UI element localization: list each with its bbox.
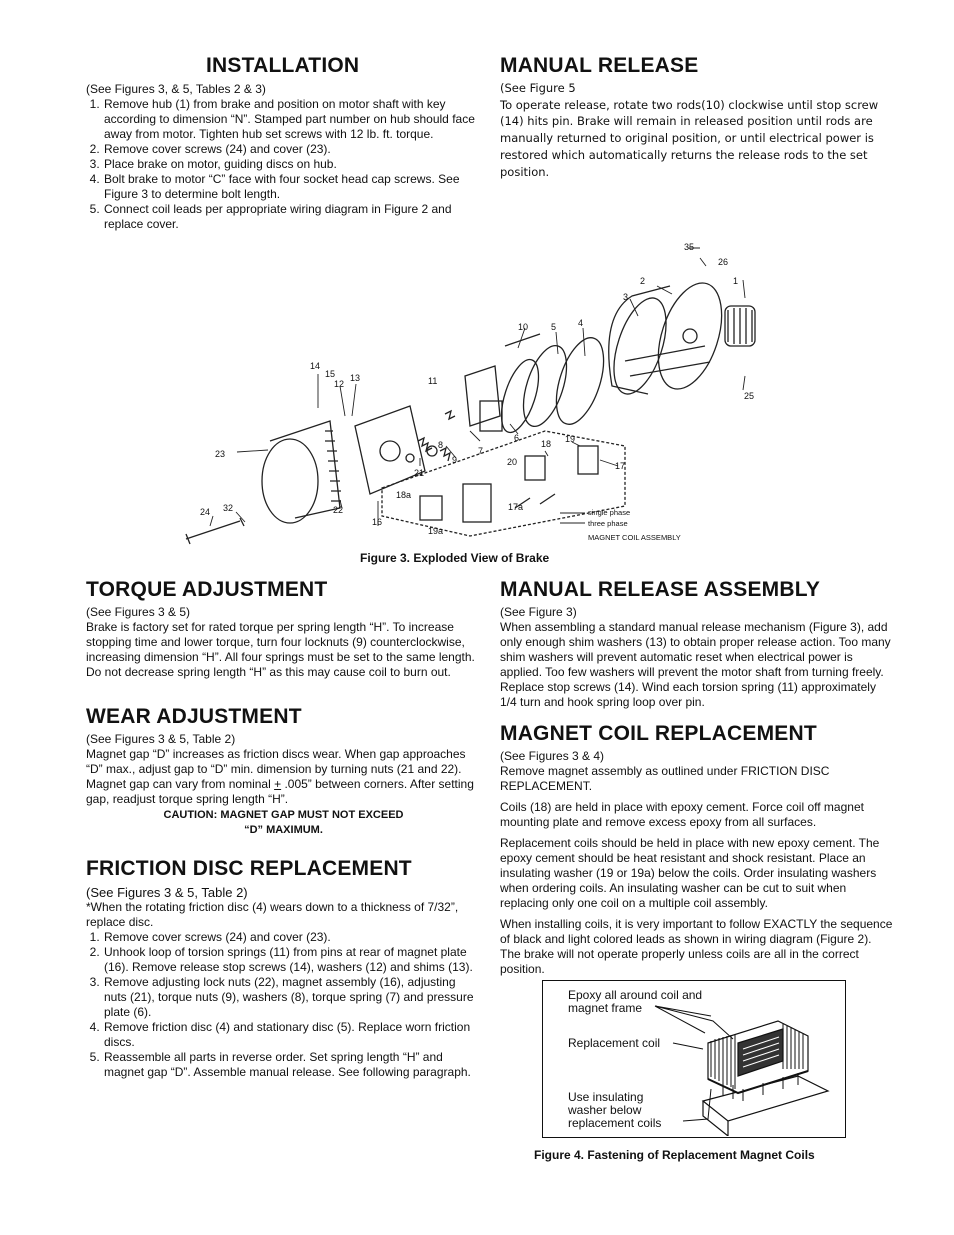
mra-title: MANUAL RELEASE ASSEMBLY [500,578,821,601]
fig3-legend: single phase [588,508,631,517]
cover-drawing [262,421,344,523]
release-rods [505,334,710,376]
mcr-p2: Coils (18) are held in place with epoxy cement. Force coil off magnet mounting plate and remove excess epoxy from all surfaces. [500,800,864,829]
fig3-label: 18 [541,439,552,449]
wear-caution: CAUTION: MAGNET GAP MUST NOT EXCEED [163,809,404,821]
fig3-label: 26 [718,257,729,267]
friction-step: 3. Remove adjusting lock nuts (22), magnet assembly (16), adjusting nuts (21), torque nuts (9), washers (8), torque spring (7) and pressure plate (6). [103,975,481,1020]
mcr-p1: Remove magnet assembly as outlined under FRICTION DISC REPLACEMENT. [500,764,830,793]
wear-text-a: Magnet gap “D” increases as friction discs wear. When gap approaches “D” max., adjust gap to “D” min. dimension by turning nuts (21 and 22). Magnet gap can vary from nominal [86,747,466,791]
manual-release-ref: (See Figure 5 [500,81,576,95]
fig4-label: magnet frame [568,1001,643,1015]
fig3-label: 6 [514,433,520,443]
fig4-label: Epoxy all around coil and [568,988,703,1002]
fig3-label: 1 [733,276,739,286]
mcr-section [500,722,895,977]
fig3-label: 24 [200,507,211,517]
disc-5 [515,340,575,431]
fig3-label: 22 [333,505,344,515]
plus-minus: + [274,777,282,791]
fig3-label: 7 [478,446,484,456]
screw-24 [186,518,244,544]
mra-ref: (See Figure 3) [500,605,577,619]
installation-section [86,54,481,232]
fig3-label: 10 [518,322,529,332]
fig3-label: 5 [551,322,557,332]
friction-step: 5. Reassemble all parts in reverse order. Set spring length “H” and magnet gap “D”. Assemble manual release. See following paragraph. [103,1050,481,1080]
fig4-label: washer below [568,1103,642,1117]
wear-title: WEAR ADJUSTMENT [86,705,302,728]
fig3-label: 12 [334,379,345,389]
fig3-label: 8 [438,440,444,450]
installation-title: INSTALLATION [206,54,360,77]
wear-section [86,705,481,838]
torque-ref: (See Figures 3 & 5) [86,605,191,619]
fig3-label: 3 [623,292,629,302]
fig3-label: 2 [640,276,646,286]
fig3-label: 17 [615,461,626,471]
figure3-caption: Figure 3. Exploded View of Brake [360,551,550,565]
friction-step: 1. Remove cover screws (24) and cover (23). [103,930,481,945]
fig3-label: 13 [350,373,361,383]
figure4-box [542,980,846,1138]
friction-step: 4. Remove friction disc (4) and stationary disc (5). Replace worn friction discs. [103,1020,481,1050]
installation-ref: (See Figures 3, & 5, Tables 2 & 3) [86,82,266,96]
installation-step: 1. Remove hub (1) from brake and position on motor shaft with key according to dimension “N”. Stamped part number on hub should face away from motor. Tighten hub set screws with 12 lb. ft. torque. [103,97,481,142]
fig4-label: Replacement coil [568,1036,661,1050]
coil-drawing [703,1021,828,1136]
mcr-p4: When installing coils, it is very important to follow EXACTLY the sequence of black and light colored leads as shown in wiring diagram (Figure 2). The brake will not operate properly unless coils are all in the correct position. [500,917,893,976]
exploded-view-figure [0,236,954,556]
installation-steps [86,97,481,232]
wear-text [86,747,481,807]
fig3-label: 17a [508,502,524,512]
manual-release-text: To operate release, rotate two rods(10) clockwise until stop screw (14) hits pin. Brake will remain in released position until rods are manually returned to original position, or until electrical power is restored which automatically returns the release rods to the set position. [500,97,879,179]
friction-steps [86,930,481,1080]
fig3-legend: three phase [588,519,628,528]
fig3-label: 20 [507,457,518,467]
fig3-label: 18a [396,490,412,500]
hub-drawing [725,306,755,346]
fig3-label: 9 [452,455,458,465]
installation-step: 4. Bolt brake to motor “C” face with four socket head cap screws. See Figure 3 to determine bolt length. [103,172,481,202]
fig3-label: 19a [428,526,444,536]
fig3-label: 4 [578,318,584,328]
fig3-label: 14 [310,361,321,371]
installation-step: 3. Place brake on motor, guiding discs on hub. [103,157,481,172]
fig3-label: 16 [372,517,383,527]
fig3-label: 19 [565,434,576,444]
fig3-label: 35 [684,242,695,252]
torque-text: Brake is factory set for rated torque per spring length “H”. To increase stopping time and lower torque, turn four locknuts (9) counterclockwise, increasing dimension “H”. All four springs must be set to the same length. Do not decrease spring length “H” as this may cause coil to burn out. [86,620,475,679]
wear-text-b: .005” between corners. After setting gap, readjust torque spring length “H”. [86,777,474,806]
mcr-title: MAGNET COIL REPLACEMENT [500,722,817,745]
mra-section [500,578,895,710]
fig3-label: 21 [414,468,425,478]
mcr-p3: Replacement coils should be held in place with new epoxy cement. The epoxy cement should be heat resistant and shock resistant. Place an insulating washer (19 or 19a) below the coils. Order insulating washers when ordering coils. An insulating washer can be cut to suit when replacing only one coil on a multiple coil assembly. [500,836,880,910]
wear-caution: “D” MAXIMUM. [244,824,323,836]
torque-section [86,578,481,680]
installation-step: 5. Connect coil leads per appropriate wiring diagram in Figure 2 and replace cover. [103,202,481,232]
fig3-label: 11 [428,376,438,386]
friction-section [86,857,481,1080]
mcr-ref: (See Figures 3 & 4) [500,749,605,763]
installation-step: 2. Remove cover screws (24) and cover (23). [103,142,481,157]
manual-release-section [500,54,895,180]
figure4-caption: Figure 4. Fastening of Replacement Magnet Coils [534,1148,815,1162]
fig3-label: 32 [223,503,234,513]
friction-note: *When the rotating friction disc (4) wears down to a thickness of 7/32”, replace disc. [86,900,459,929]
coil-figure [543,981,844,1136]
friction-ref: (See Figures 3 & 5, Table 2) [86,885,248,900]
fig4-label: Use insulating [568,1090,644,1104]
fig3-label: 23 [215,449,226,459]
fig3-legend: MAGNET COIL ASSEMBLY [588,533,681,542]
fig3-label: 25 [744,391,755,401]
manual-release-title: MANUAL RELEASE [500,54,699,77]
friction-step: 2. Unhook loop of torsion springs (11) from pins at rear of magnet plate (16). Remove release stop screws (14), washers (12) and shims (13). [103,945,481,975]
torque-title: TORQUE ADJUSTMENT [86,578,328,601]
fig4-label: replacement coils [568,1116,662,1130]
wear-ref: (See Figures 3 & 5, Table 2) [86,732,236,746]
mra-text: When assembling a standard manual release mechanism (Figure 3), add only enough shim washers (13) to obtain proper release action. Too many shim washers will prevent automatic reset when electrical power is applied. Too few washers will prevent the motor shaft from turning freely. Replace stop screws (14). Wind each torsion spring (11) approximately 1/4 turn and hook spring loop over pin. [500,620,891,709]
fig3-label: 15 [325,369,336,379]
friction-title: FRICTION DISC REPLACEMENT [86,857,412,880]
